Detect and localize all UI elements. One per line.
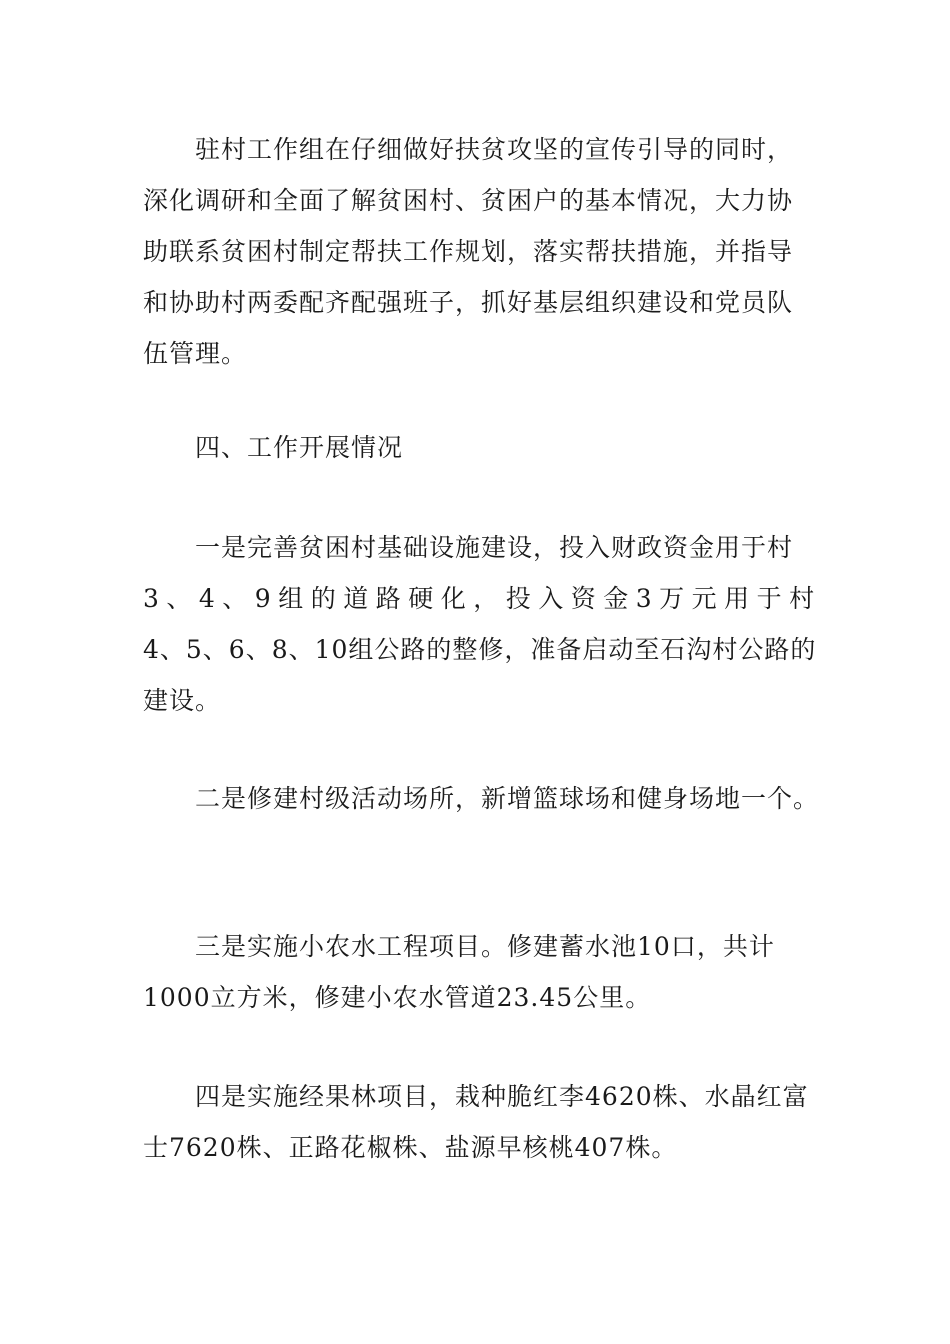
text-line: 深化调研和全面了解贫困村、贫困户的基本情况，大力协 (143, 186, 794, 215)
text-line: 1000立方米，修建小农水管道23.45公里。 (143, 983, 652, 1012)
paragraph-water-project (143, 921, 823, 1023)
text-line: 建设。 (143, 686, 222, 715)
section-heading (143, 422, 823, 473)
text-line: 三是实施小农水工程项目。修建蓄水池10口，共计 (195, 932, 775, 961)
text-line: 和协助村两委配齐配强班子，抓好基层组织建设和党员队 (143, 288, 794, 317)
text-line: 驻村工作组在仔细做好扶贫攻坚的宣传引导的同时， (195, 135, 794, 164)
text-line: 助联系贫困村制定帮扶工作规划，落实帮扶措施，并指导 (143, 237, 794, 266)
text-line: 4、5、6、8、10组公路的整修，准备启动至石沟村公路的 (143, 635, 817, 664)
heading-text: 四、工作开展情况 (195, 433, 404, 462)
paragraph-orchard-project (143, 1071, 823, 1173)
text-line: 四是实施经果林项目，栽种脆红李4620株、水晶红富 (195, 1082, 809, 1111)
text-line: 伍管理。 (143, 339, 248, 368)
text-line: 一是完善贫困村基础设施建设，投入财政资金用于村 (195, 533, 794, 562)
paragraph-activity-venue (143, 773, 823, 824)
text-line: 士7620株、正路花椒株、盐源早核桃407株。 (143, 1133, 678, 1162)
paragraph-infrastructure (143, 522, 823, 726)
paragraph-work-team (143, 124, 823, 379)
text-line: 二是修建村级活动场所，新增篮球场和健身场地一个。 (195, 784, 820, 813)
text-line: 3、4、9组的道路硬化，投入资金3万元用于村 (143, 584, 822, 613)
